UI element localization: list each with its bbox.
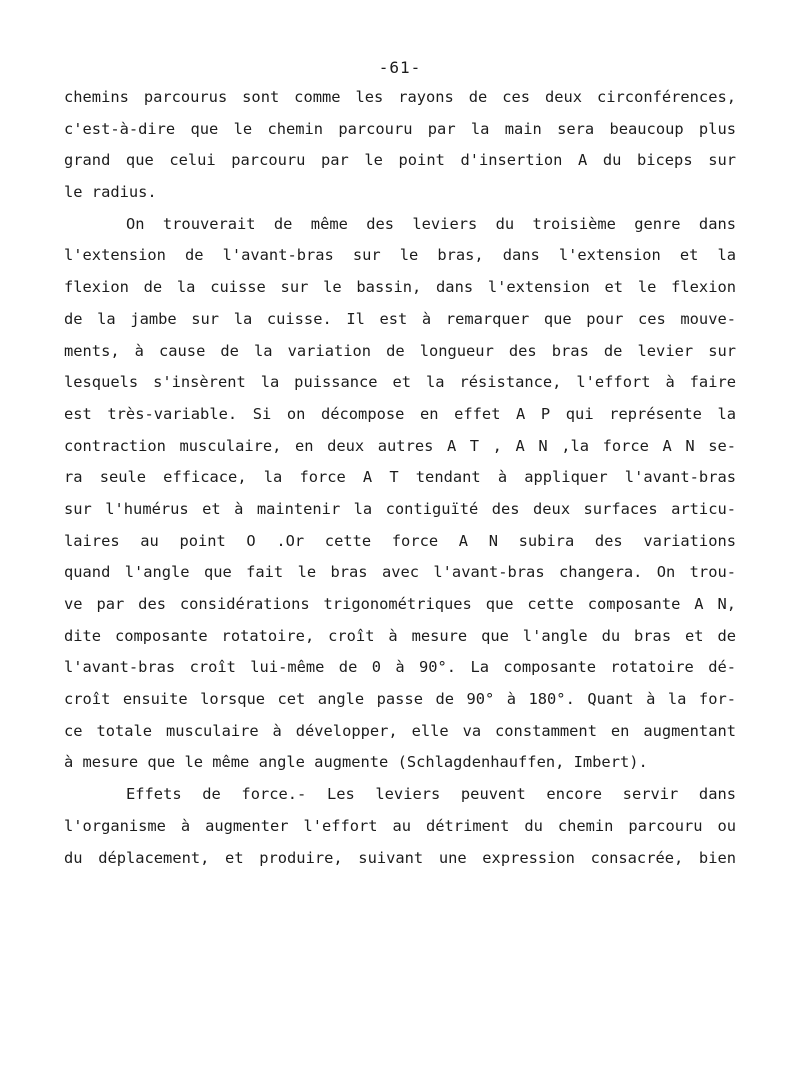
text-line: l'extension de l'avant-bras sur le bras, dans l'extension et la [64,246,736,265]
text-line: ce totale musculaire à développer, elle va constamment en augmentant [64,721,736,740]
text-line: On trouverait de même des leviers du troisième genre dans [126,214,736,233]
text-line: c'est-à-dire que le chemin parcouru par la main sera beaucoup plus [64,119,736,138]
text-line: contraction musculaire, en deux autres A T , A N ,la force A N se- [64,436,736,455]
text-line: lesquels s'insèrent la puissance et la résistance, l'effort à faire [64,373,736,392]
text-line: de la jambe sur la cuisse. Il est à remarquer que pour ces mouve- [64,309,736,328]
text-line: dite composante rotatoire, croît à mesure que l'angle du bras et de [64,626,736,645]
text-line: chemins parcourus sont comme les rayons de ces deux circonférences, [64,88,736,106]
text-line: quand l'angle que fait le bras avec l'avant-bras changera. On trou- [64,563,736,582]
text-line: à mesure que le même angle augmente (Schlagdenhauffen, Imbert). [64,753,648,772]
text-line: ra seule efficace, la force A T tendant à appliquer l'avant-bras [64,468,736,487]
text-line: ments, à cause de la variation de longueur des bras de levier sur [64,341,736,360]
page-number: -61- [378,58,422,77]
text-line: l'organisme à augmenter l'effort au détriment du chemin parcouru ou [64,816,736,835]
text-line: est très-variable. Si on décompose en effet A P qui représente la [64,404,736,423]
text-line: le radius. [64,183,157,202]
text-line: Effets de force.- Les leviers peuvent encore servir dans [126,785,736,804]
text-line: grand que celui parcouru par le point d'insertion A du biceps sur [64,151,736,170]
text-line: du déplacement, et produire, suivant une expression consacrée, bien [64,848,736,867]
text-line: l'avant-bras croît lui-même de 0 à 90°. La composante rotatoire dé- [64,658,736,677]
text-line: flexion de la cuisse sur le bassin, dans l'extension et le flexion [64,278,736,297]
text-line: sur l'humérus et à maintenir la contiguïté des deux surfaces articu- [64,499,736,518]
text-line: ve par des considérations trigonométriques que cette composante A N, [64,595,736,613]
text-line: croît ensuite lorsque cet angle passe de 90° à 180°. Quant à la for- [64,690,736,709]
text-body [64,82,736,874]
text-line: laires au point O .Or cette force A N subira des variations [64,531,736,550]
